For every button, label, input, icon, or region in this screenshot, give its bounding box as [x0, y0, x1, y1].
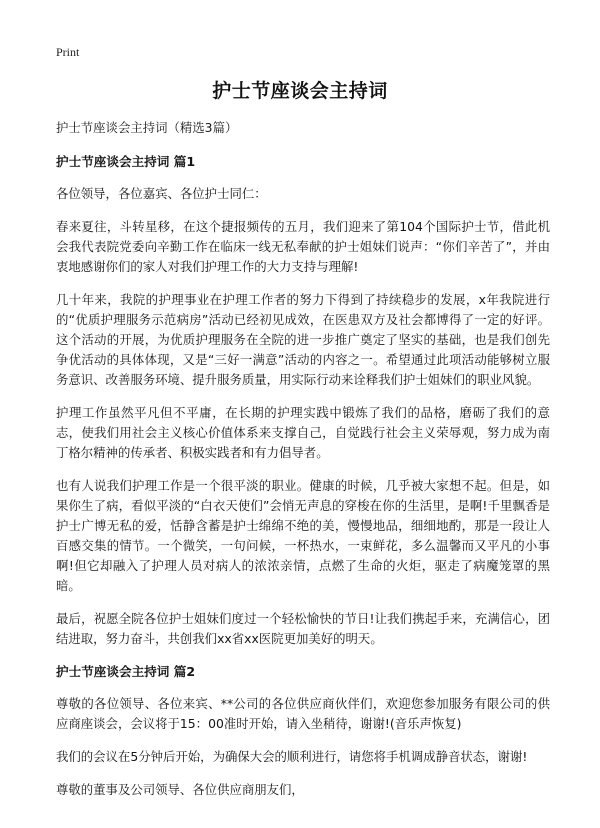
section-heading-2: 护士节座谈会主持词 篇2 [56, 664, 196, 679]
print-link[interactable]: Print [56, 45, 80, 59]
section-heading-1: 护士节座谈会主持词 篇1 [56, 154, 196, 169]
paragraph: 护理工作虽然平凡但不平庸，在长期的护理实践中锻炼了我们的品格，磨砺了我们的意志，使我们用社会主义核心价值体系来支撑自己，自觉践行社会主义荣辱观，努力成为南丁格尔精神的传承者、积极实践者和有力倡导者。 [56, 405, 550, 460]
paragraph: 最后，祝愿全院各位护士姐妹们度过一个轻松愉快的节日!让我们携起手来，充满信心，团结进取，努力奋斗，共创我们xx省xx医院更加美好的明天。 [56, 611, 550, 646]
paragraph: 尊敬的董事及公司领导、各位供应商朋友们， [56, 782, 304, 797]
document-subtitle: 护士节座谈会主持词（精选3篇） [56, 120, 238, 135]
paragraph: 春来夏往，斗转星移，在这个捷报频传的五月，我们迎来了第104个国际护士节，借此机会我代表院党委向辛勤工作在临床一线无私奉献的护士姐妹们说声：“你们辛苦了”，并由衷地感谢你们的家人对我们护理工作的大力支持与理解! [56, 219, 550, 274]
paragraph: 几十年来，我院的护理事业在护理工作者的努力下得到了持续稳步的发展，x年我院进行的“优质护理服务示范病房”活动已经初见成效，在医患双方及社会都博得了一定的好评。这个活动的开展，为优质护理服务在全院的进一步推广奠定了坚实的基础，也是我们创先争优活动的具体体现，又是“三好一满意”活动的内容之一。希望通过此项活动能够树立服务意识、改善服务环境、提升服务质量，用实际行动来诠释我们护士姐妹们的职业风貌。 [56, 292, 550, 387]
paragraph: 也有人说我们护理工作是一个很平淡的职业。健康的时候，几乎被大家想不起。但是，如果你生了病，看似平淡的“白衣天使们”会悄无声息的穿梭在你的生活里，是啊!千里飘香是护士广博无私的爱，恬静含蓄是护士绵绵不绝的美，慢慢地品，细细地酌，那是一段让人百感交集的情节。一个微笑，一句问候，一杯热水，一束鲜花，多么温馨而又平凡的小事啊!但它却融入了护理人员对病人的浓浓亲情，点燃了生命的火炬，驱走了病魔笼罩的黑暗。 [56, 478, 550, 593]
paragraph: 尊敬的各位领导、各位来宾、**公司的各位供应商伙伴们，欢迎您参加服务有限公司的供应商座谈会，会议将于15：00准时开始，请入坐稍待，谢谢!(音乐声恢复) [56, 696, 550, 731]
page-title: 护士节座谈会主持词 [212, 80, 388, 102]
document-body [56, 118, 550, 813]
paragraph: 各位领导，各位嘉宾、各位护士同仁： [56, 186, 267, 201]
paragraph: 我们的会议在5分钟后开始，为确保大会的顺利进行，请您将手机调成静音状态，谢谢! [56, 749, 528, 764]
